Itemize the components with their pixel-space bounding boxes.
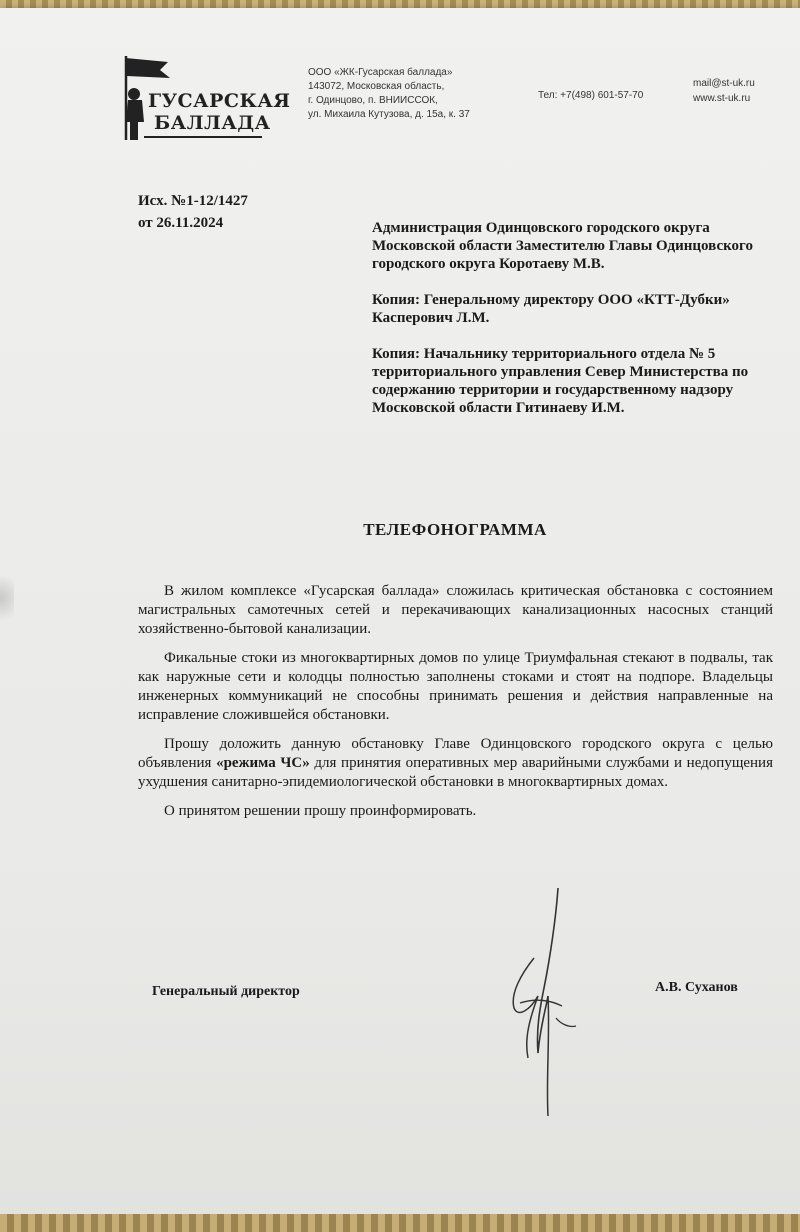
addressee-copy-2: Копия: Начальнику территориального отдела № 5 территориального управления Север Министерства по содержанию территории и государственному надзору Московской области Гитинаеву И.М. [372,346,749,416]
body-paragraph-4: О принятом решении прошу проинформировать. [164,803,477,819]
signatory-name: А.В. Суханов [655,980,738,995]
signatory-position: Генеральный директор [152,984,300,999]
body-paragraph-3 [138,735,773,792]
letter-page [0,8,800,1218]
addressee-block [372,219,792,435]
company-address [308,66,470,122]
p3-text-before: Прошу доложить данную обстановку Главе Одинцовского городского округа с целью объявления [138,736,773,771]
company-line: 143072, Московская область, [308,81,445,92]
reference-date: от 26.11.2024 [138,215,224,231]
company-email: mail@st-uk.ru [693,78,755,89]
logo-wordmark [148,90,291,134]
logo-text-line2: БАЛЛАДА [154,112,271,134]
addressee-primary: Администрация Одинцовского городского округа Московской области Заместителю Главы Одинцовского городского округа Коротаеву М.В. [372,220,753,272]
company-line: ул. Михаила Кутузова, д. 15а, к. 37 [308,109,470,120]
company-line: г. Одинцово, п. ВНИИССОК, [308,95,438,106]
p3-text-after: для принятия оперативных мер аварийными службами и недопущения ухудшения санитарно-эпидемиологической обстановки в многоквартирных домах. [138,755,773,790]
letter-body [138,582,773,831]
document-title: ТЕЛЕФОНОГРАММА [363,520,547,539]
handwritten-signature-icon [500,878,590,1123]
background-bottom [0,1214,800,1232]
company-phone: Тел: +7(498) 601-57-70 [538,90,644,101]
logo-text-line1: ГУСАРСКАЯ [148,90,291,112]
outgoing-reference [138,190,248,234]
body-paragraph-1: В жилом комплексе «Гусарская баллада» сложилась критическая обстановка с состоянием магистральных самотечных сетей и перекачивающих канализационных насосных станций хозяйственно-бытовой канализации. [138,583,773,637]
company-contacts [693,76,755,106]
reference-number: Исх. №1-12/1427 [138,193,248,209]
body-paragraph-2: Фикальные стоки из многоквартирных домов по улице Триумфальная стекают в подвалы, так как наружные сети и колодцы полностью заполнены стоками и стоят на подпоре. Владельцы инженерных коммуникаций не способны принимать решения и действия направленные на исправление сложившейся обстановки. [138,650,773,723]
emergency-mode-phrase: «режима ЧС» [216,755,310,771]
paper-fold-shadow [0,568,14,628]
addressee-copy-1: Копия: Генеральному директору ООО «КТТ-Дубки» Касперович Л.М. [372,292,730,326]
company-website: www.st-uk.ru [693,93,751,104]
company-line: ООО «ЖК-Гусарская баллада» [308,67,453,78]
